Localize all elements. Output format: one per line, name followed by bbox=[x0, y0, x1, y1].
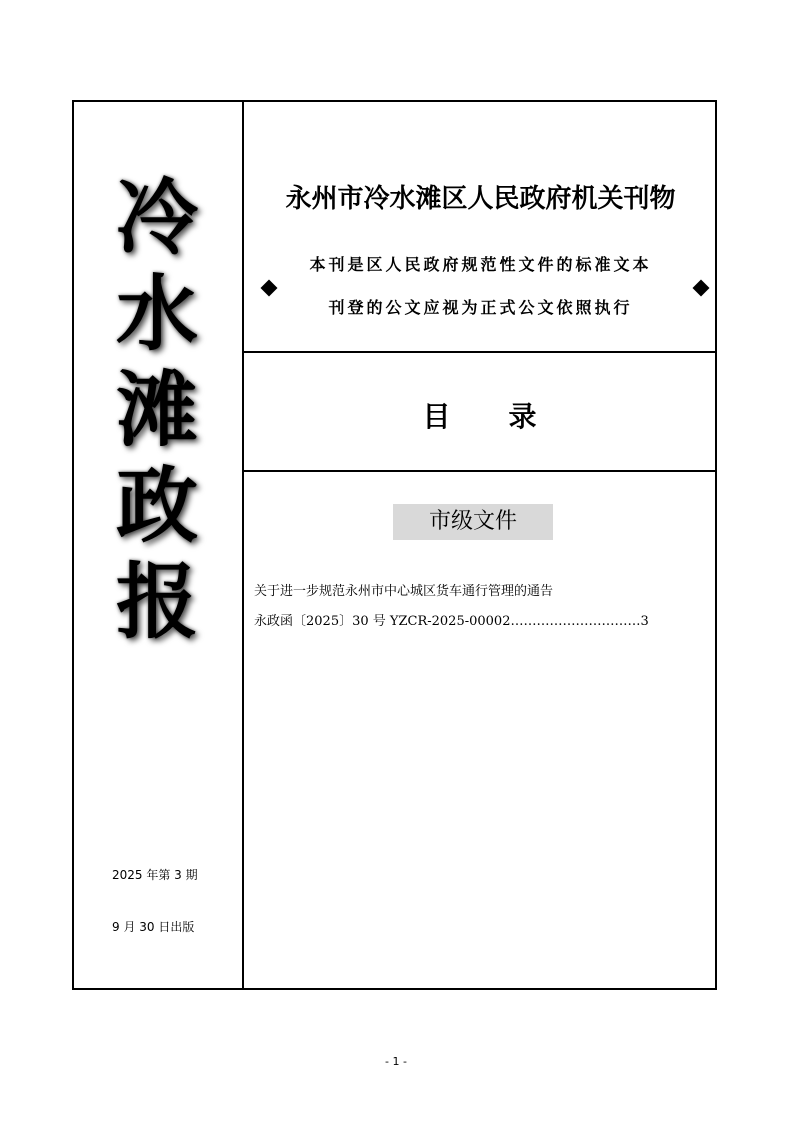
notice-line-2: 刊登的公文应视为正式公文依照执行 bbox=[328, 298, 633, 317]
page-number: - 1 - bbox=[385, 1055, 407, 1068]
masthead-char: 报 bbox=[115, 554, 198, 650]
toc-entry-meta[interactable]: 永政函〔2025〕30 号 YZCR-2025-00002…………………………3 bbox=[254, 614, 649, 629]
agency-title: 永州市冷水滩区人民政府机关刊物 bbox=[285, 184, 676, 214]
masthead-title bbox=[72, 170, 242, 650]
toc-header-box bbox=[242, 351, 717, 472]
masthead-char: 水 bbox=[115, 266, 198, 362]
masthead-char: 政 bbox=[115, 458, 198, 554]
masthead-column bbox=[72, 100, 244, 990]
masthead-char: 滩 bbox=[115, 362, 198, 458]
toc-entry-title[interactable]: 关于进一步规范永州市中心城区货车通行管理的通告 bbox=[254, 584, 554, 599]
section-label: 市级文件 bbox=[393, 504, 553, 540]
masthead-char: 冷 bbox=[115, 170, 198, 266]
toc-title: 目录 bbox=[422, 400, 595, 433]
notice-line-1: 本刊是区人民政府规范性文件的标准文本 bbox=[309, 255, 652, 274]
issue-number: 2025 年第 3 期 bbox=[112, 868, 198, 882]
publication-date: 9 月 30 日出版 bbox=[112, 920, 195, 934]
